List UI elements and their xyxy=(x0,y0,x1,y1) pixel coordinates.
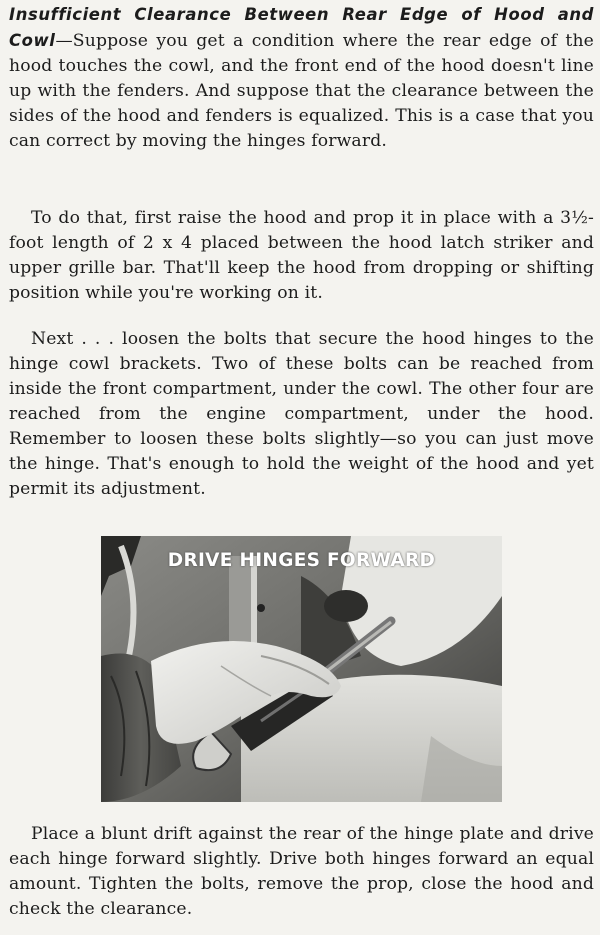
heading-dash: — xyxy=(55,31,73,51)
intro-paragraph xyxy=(9,2,594,154)
prop-text-start: To do that, first raise the hood and prop it in place with a 3 xyxy=(31,208,572,228)
photo-caption: DRIVE HINGES FORWARD xyxy=(167,550,436,571)
hinge-photo-image xyxy=(101,536,502,802)
loosen-bolts-paragraph: Next . . . loosen the bolts that secure the hood hinges to the hinge cowl brackets. Two of these bolts can be reached from inside the front compartment, under the cowl. The other four are reached from the engine compartment, under the hood. Remember to loosen these bolts slightly—so you can just move the hinge. That's enough to hold the weight of the hood and yet permit its adjustment. xyxy=(9,329,594,499)
prop-text-end: -foot length of 2 x 4 placed between the hood latch striker and upper grille bar. That'll keep the hood from dropping or shifting position while you're working on it. xyxy=(9,208,594,303)
prop-hood-paragraph xyxy=(9,206,594,306)
drive-hinges-paragraph: Place a blunt drift against the rear of the hinge plate and drive each hinge forward slightly. Drive both hinges forward an equal amount. Tighten the bolts, remove the prop, close the hood and check the clearance. xyxy=(9,824,594,919)
section-heading: Insufficient Clearance Between Rear Edge of Hood and Cowl xyxy=(9,5,594,50)
hinge-photo xyxy=(101,536,502,802)
intro-text: Suppose you get a condition where the rear edge of the hood touches the cowl, and the front end of the hood doesn't line up with the fenders. And suppose that the clearance between the sides of the hood and fenders is equalized. This is a case that you can correct by moving the hinges forward. xyxy=(9,31,594,151)
fraction-half: ½ xyxy=(571,208,589,228)
